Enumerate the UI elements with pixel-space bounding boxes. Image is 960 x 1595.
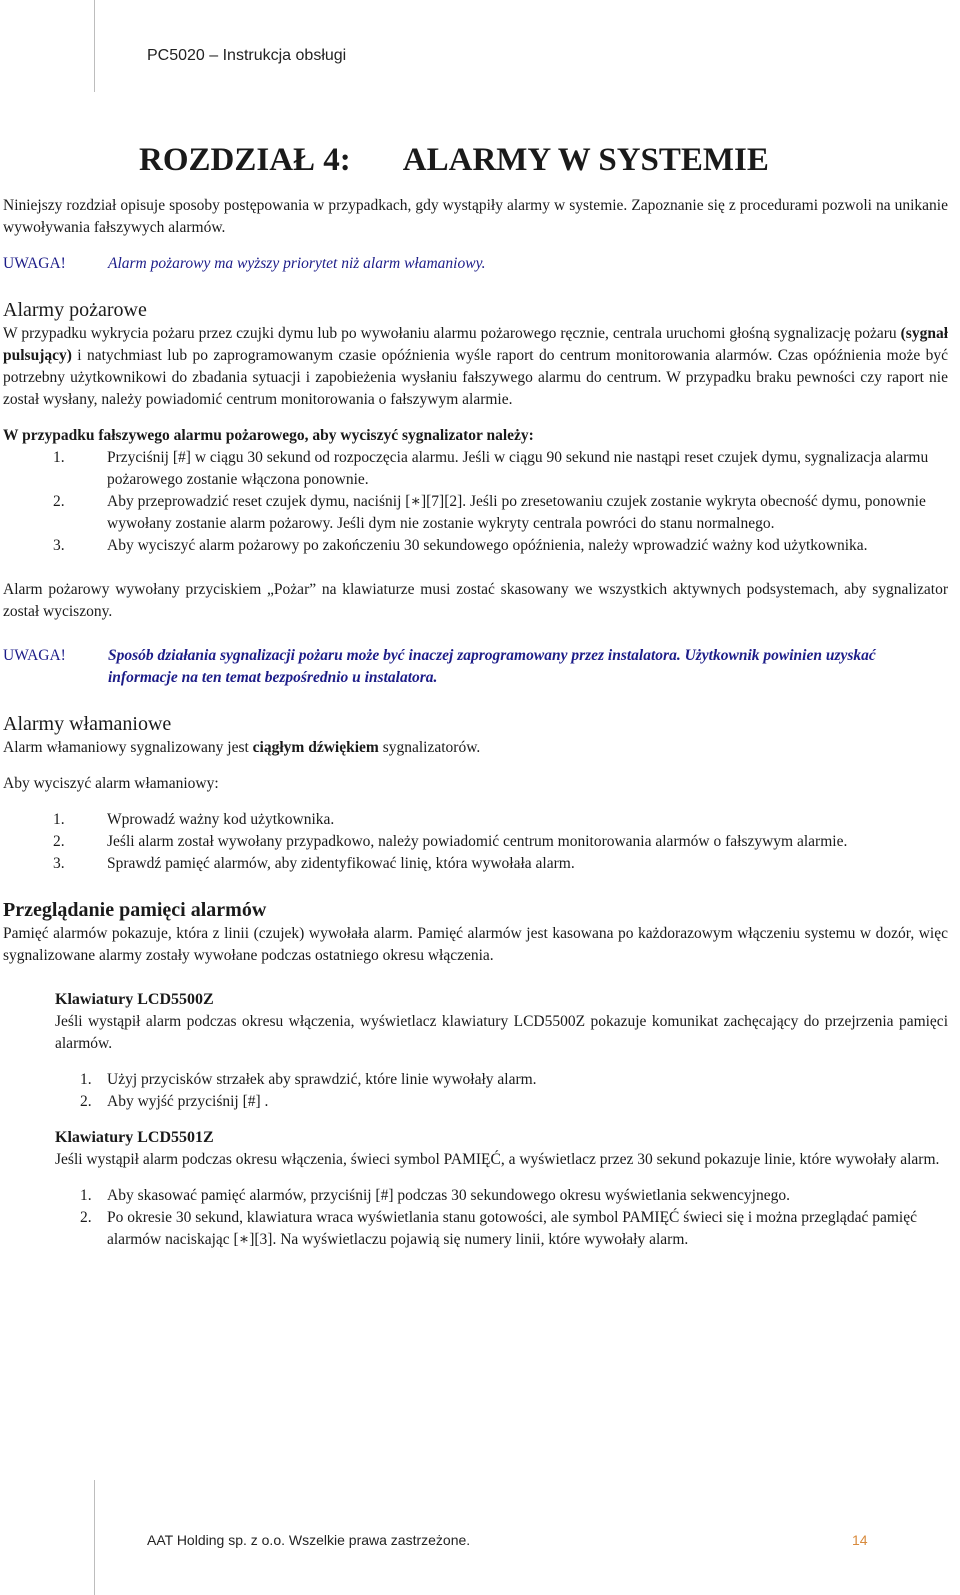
warning-text: Sposób działania sygnalizacji pożaru może być inaczej zaprogramowany przez instalatora. Użytkownik powinien uzyskać informacje na ten temat bezpośrednio u instalatora. bbox=[108, 647, 876, 686]
burglary-text-b: sygnalizatorów. bbox=[382, 739, 481, 756]
footer-copyright: AAT Holding sp. z o.o. Wszelkie prawa zastrzeżone. bbox=[147, 1532, 471, 1548]
fire-silence-heading bbox=[3, 425, 948, 447]
chapter-title bbox=[139, 140, 948, 180]
list-text: Po okresie 30 sekund, klawiatura wraca wyświetlania stanu gotowości, ale symbol PAMIĘĆ świeci się i można przeglądać pamięć alarmów naciskając [∗][3]. Na wyświetlaczu pojawią się numery linii, które wywołały alarm. bbox=[107, 1209, 917, 1248]
warning-label: UWAGA! bbox=[3, 255, 66, 272]
list-number: 1. bbox=[53, 811, 65, 828]
list-number: 2. bbox=[80, 1093, 92, 1110]
list-number: 2. bbox=[53, 493, 65, 510]
list-number: 3. bbox=[53, 855, 65, 872]
lcd5500-steps bbox=[55, 1069, 948, 1113]
section-heading-memory: Przeglądanie pamięci alarmów bbox=[3, 899, 267, 921]
list-item bbox=[55, 1091, 948, 1113]
list-text: Sprawdź pamięć alarmów, aby zidentyfikować linię, która wywołała alarm. bbox=[107, 855, 575, 872]
warning-priority bbox=[3, 253, 948, 275]
lcd5500-text: Jeśli wystąpił alarm podczas okresu włączenia, wyświetlacz klawiatury LCD5500Z pokazuje komunikat zachęcający do przejrzenia pamięci alarmów. bbox=[55, 1013, 948, 1052]
list-text: Aby wyciszyć alarm pożarowy po zakończeniu 30 sekundowego opóźnienia, należy wprowadzić ważny kod użytkownika. bbox=[107, 537, 868, 554]
chapter-name: ALARMY W SYSTEMIE bbox=[402, 142, 769, 178]
burglary-text-bold: ciągłym dźwiękiem bbox=[252, 739, 379, 756]
lcd5501-text: Jeśli wystąpił alarm podczas okresu włączenia, świeci symbol PAMIĘĆ, a wyświetlacz przez 30 sekund pokazuje linie, które wywołały alarm. bbox=[55, 1151, 940, 1168]
lcd5501-steps bbox=[55, 1185, 948, 1251]
fire-silence-heading-text: W przypadku fałszywego alarmu pożarowego, aby wyciszyć sygnalizator należy: bbox=[3, 427, 534, 444]
list-text: Użyj przycisków strzałek aby sprawdzić, które linie wywołały alarm. bbox=[107, 1071, 537, 1088]
list-item bbox=[55, 1069, 948, 1091]
page-footer bbox=[147, 1529, 877, 1551]
section-heading-burglary: Alarmy włamaniowe bbox=[3, 713, 172, 735]
memory-intro: Pamięć alarmów pokazuje, która z linii (czujek) wywołała alarm. Pamięć alarmów jest kasowana po każdorazowym włączeniu systemu w dozór, więc sygnalizowane alarmy zostały wywołane podczas ostatniego okresu włączenia. bbox=[3, 925, 948, 964]
chapter-number: ROZDZIAŁ 4: bbox=[139, 142, 351, 178]
header-rule bbox=[94, 0, 95, 92]
manual-fire-note: Alarm pożarowy wywołany przyciskiem „Pożar” na klawiaturze musi zostać skasowany we wszystkich aktywnych podsystemach, aby sygnalizator został wyciszony. bbox=[3, 581, 948, 620]
list-number: 1. bbox=[53, 449, 65, 466]
lcd5500-section bbox=[55, 989, 948, 1251]
lcd5500-heading: Klawiatury LCD5500Z bbox=[55, 991, 214, 1008]
list-text: Aby przeprowadzić reset czujek dymu, naciśnij [∗][7][2]. Jeśli po zresetowaniu czujek zostanie wykryta obecność dymu, ponownie wywołany zostanie alarm pożarowy. Jeśli dym nie zostanie wykryty centrala powróci do stanu normalnego. bbox=[107, 493, 926, 532]
list-text: Przyciśnij [#] w ciągu 30 sekund od rozpoczęcia alarmu. Jeśli w ciągu 90 sekund nie nastąpi reset czujek dymu, sygnalizacja alarmu pożarowego zostanie włączona ponownie. bbox=[107, 449, 929, 488]
list-number: 1. bbox=[80, 1187, 92, 1204]
list-text: Jeśli alarm został wywołany przypadkowo, należy powiadomić centrum monitorowania alarmów o fałszywym alarmie. bbox=[107, 833, 848, 850]
list-item bbox=[3, 447, 948, 491]
footer-rule bbox=[94, 1480, 95, 1595]
fire-steps bbox=[3, 447, 948, 557]
list-item bbox=[3, 491, 948, 535]
intro-paragraph: Niniejszy rozdział opisuje sposoby postępowania w przypadkach, gdy wystąpiły alarmy w systemie. Zapoznanie się z procedurami pozwoli na unikanie wywoływania fałszywych alarmów. bbox=[3, 197, 948, 236]
list-number: 3. bbox=[53, 537, 65, 554]
list-text: Aby skasować pamięć alarmów, przyciśnij [#] podczas 30 sekundowego okresu wyświetlania sekwencyjnego. bbox=[107, 1187, 790, 1204]
warning-text: Alarm pożarowy ma wyższy priorytet niż alarm włamaniowy. bbox=[108, 255, 486, 272]
fire-paragraph bbox=[3, 323, 948, 411]
list-item bbox=[55, 1185, 948, 1207]
burglary-text-a: Alarm włamaniowy sygnalizowany jest bbox=[3, 739, 249, 756]
list-item bbox=[3, 853, 948, 875]
warning-fire-programming bbox=[3, 645, 948, 689]
burglary-silence-intro: Aby wyciszyć alarm włamaniowy: bbox=[3, 775, 219, 792]
list-number: 1. bbox=[80, 1071, 92, 1088]
list-text: Aby wyjść przyciśnij [#] . bbox=[107, 1093, 269, 1110]
list-number: 2. bbox=[53, 833, 65, 850]
page-number: 14 bbox=[852, 1532, 868, 1548]
list-item bbox=[3, 831, 948, 853]
page-header: PC5020 – Instrukcja obsługi bbox=[147, 47, 347, 64]
list-text: Wprowadź ważny kod użytkownika. bbox=[107, 811, 335, 828]
list-item bbox=[3, 809, 948, 831]
burglary-paragraph bbox=[3, 737, 948, 759]
burglary-steps bbox=[3, 809, 948, 875]
list-number: 2. bbox=[80, 1209, 92, 1226]
fire-text-bold: (sygnał pulsujący) bbox=[3, 325, 949, 364]
list-item bbox=[3, 535, 948, 557]
page-content bbox=[3, 140, 948, 1251]
lcd5501-heading: Klawiatury LCD5501Z bbox=[55, 1129, 214, 1146]
fire-text-a: W przypadku wykrycia pożaru przez czujki dymu lub po wywołaniu alarmu pożarowego ręcznie, centrala uruchomi głośną sygnalizację pożaru bbox=[3, 325, 897, 342]
section-heading-fire: Alarmy pożarowe bbox=[3, 299, 147, 321]
list-item bbox=[55, 1207, 948, 1251]
fire-text-b: i natychmiast lub po zaprogramowanym czasie opóźnienia wyśle raport do centrum monitorowania alarmów. Czas opóźnienia może być potrzebny użytkownikowi do zbadania sytuacji i zapobieżenia wysłaniu fałszywego alarmu do centrum. W przypadku braku pewności czy raport nie został wysłany, należy powiadomić centrum monitorowania o fałszywym alarmie. bbox=[3, 347, 949, 408]
warning-label: UWAGA! bbox=[3, 647, 66, 664]
